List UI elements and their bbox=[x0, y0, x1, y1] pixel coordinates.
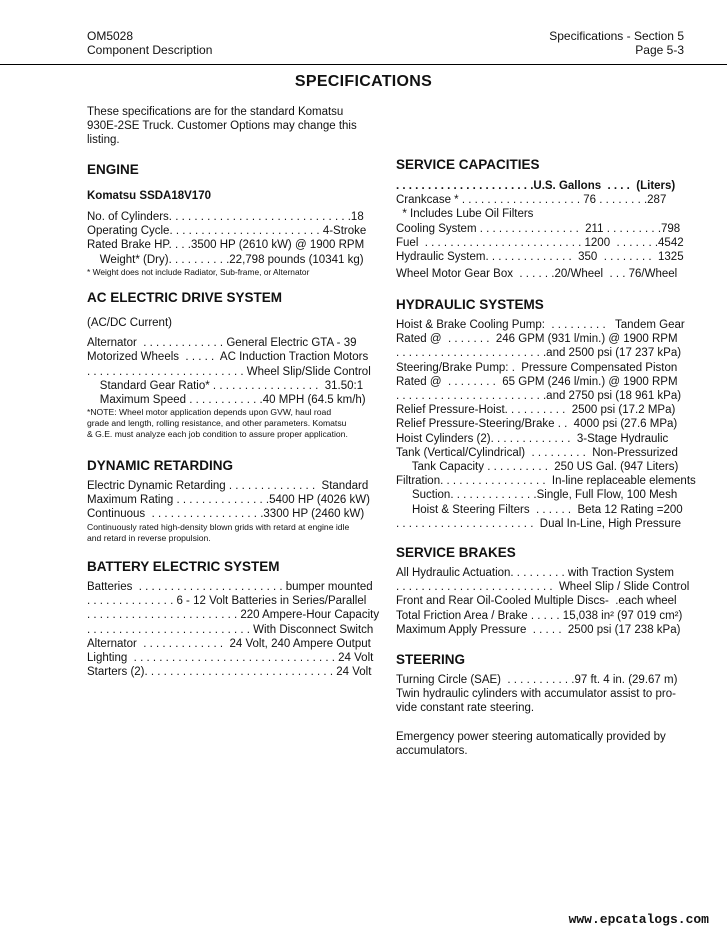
engine-heading: ENGINE bbox=[87, 162, 139, 177]
service-brakes-section bbox=[396, 545, 688, 637]
page-title: SPECIFICATIONS bbox=[294, 73, 433, 90]
spec-line: Starters (2). . . . . . . . . . . . . . . . . . . . . . . . . . . . . . 24 Volt bbox=[87, 666, 372, 679]
dynamic-retarding-heading: DYNAMIC RETARDING bbox=[87, 458, 233, 473]
intro-line: listing. bbox=[87, 134, 120, 147]
capacities-column-header: . . . . . . . . . . . . . . . . . . . . . .U.S. Gallons . . . . (Liters) bbox=[396, 180, 676, 192]
spec-line: Standard Gear Ratio* . . . . . . . . . . . . . . . . . 31.50:1 bbox=[87, 379, 364, 392]
ac-drive-note: *NOTE: Wheel motor application depends upon GVW, haul road bbox=[87, 407, 332, 418]
spec-line: Total Friction Area / Brake . . . . . 15,038 in² (97 019 cm²) bbox=[396, 609, 683, 622]
spec-line: Steering/Brake Pump: . Pressure Compensated Piston bbox=[396, 361, 678, 374]
intro-paragraph bbox=[87, 105, 375, 148]
spec-line: Rated Brake HP. . . .3500 HP (2610 kW) @ 1900 RPM bbox=[87, 239, 365, 252]
spec-line: Operating Cycle. . . . . . . . . . . . . . . . . . . . . . . . 4-Stroke bbox=[87, 225, 367, 238]
spec-line: Electric Dynamic Retarding . . . . . . . . . . . . . . Standard bbox=[87, 480, 369, 492]
battery-heading: BATTERY ELECTRIC SYSTEM bbox=[87, 559, 280, 574]
spec-line: Tank Capacity . . . . . . . . . . 250 US Gal. (947 Liters) bbox=[396, 461, 679, 474]
spec-line: Crankcase * . . . . . . . . . . . . . . . . . . . 76 . . . . . . . .287 bbox=[396, 194, 667, 207]
spec-line: No. of Cylinders. . . . . . . . . . . . . . . . . . . . . . . . . . . . .18 bbox=[87, 211, 364, 223]
spec-line: Weight* (Dry). . . . . . . . . .22,798 pounds (10341 kg) bbox=[87, 253, 364, 266]
ac-drive-note: & G.E. must analyze each job condition to assure proper application. bbox=[87, 429, 348, 440]
doc-code: OM5028 bbox=[87, 29, 134, 43]
section-title: Specifications - Section 5 bbox=[549, 29, 684, 43]
intro-line: 930E-2SE Truck. Customer Options may change this bbox=[87, 120, 357, 133]
spec-line: . . . . . . . . . . . . . . . . . . . . . . . .and 2750 psi (18 961 kPa) bbox=[396, 390, 682, 403]
dynamic-retarding-note: and retard in reverse propulsion. bbox=[87, 532, 211, 543]
engine-note: * Weight does not include Radiator, Sub-frame, or Alternator bbox=[87, 266, 310, 277]
left-column bbox=[87, 105, 377, 148]
spec-line: vide constant rate steering. bbox=[396, 702, 535, 715]
spec-line: Filtration. . . . . . . . . . . . . . . . . In-line replaceable elements bbox=[396, 475, 696, 488]
spec-line: . . . . . . . . . . . . . . . . . . . . . . . . . . With Disconnect Switch bbox=[87, 623, 374, 636]
spec-line: Cooling System . . . . . . . . . . . . . . . . 211 . . . . . . . . .798 bbox=[396, 222, 681, 235]
page-number: Page 5-3 bbox=[635, 43, 684, 57]
engine-model: Komatsu SSDA18V170 bbox=[87, 190, 211, 202]
spec-line: . . . . . . . . . . . . . . . . . . . . . . . . 220 Ampere-Hour Capacity bbox=[87, 609, 380, 622]
spacer bbox=[396, 716, 688, 730]
spec-line: . . . . . . . . . . . . . . . . . . . . . . . . . Wheel Slip / Slide Control bbox=[396, 581, 690, 594]
spec-line: Tank (Vertical/Cylindrical) . . . . . . . . . Non-Pressurized bbox=[396, 446, 678, 459]
dynamic-retarding-note: Continuously rated high-density blown grids with retard at engine idle bbox=[87, 521, 350, 532]
watermark-url: www.epcatalogs.com bbox=[568, 912, 709, 927]
spec-line: Turning Circle (SAE) . . . . . . . . . . .97 ft. 4 in. (29.67 m) bbox=[396, 674, 678, 686]
spec-line: Maximum Apply Pressure . . . . . 2500 psi (17 238 kPa) bbox=[396, 623, 681, 636]
battery-section bbox=[87, 559, 379, 679]
spec-line: Twin hydraulic cylinders with accumulator assist to pro- bbox=[396, 688, 676, 701]
dynamic-retarding-section bbox=[87, 458, 379, 544]
spec-line: Suction. . . . . . . . . . . . . .Single, Full Flow, 100 Mesh bbox=[396, 489, 678, 502]
spec-line: Rated @ . . . . . . . 246 GPM (931 l/min.) @ 1900 RPM bbox=[396, 333, 678, 346]
service-capacities-section bbox=[396, 157, 688, 281]
hydraulic-section bbox=[396, 297, 696, 531]
spec-line: Relief Pressure-Hoist. . . . . . . . . . 2500 psi (17.2 MPa) bbox=[396, 404, 676, 417]
spec-line: Hoist & Brake Cooling Pump: . . . . . . . . . Tandem Gear bbox=[396, 319, 685, 331]
ac-drive-section bbox=[87, 290, 379, 440]
spec-line: Maximum Rating . . . . . . . . . . . . . . .5400 HP (4026 kW) bbox=[87, 494, 370, 507]
header-rule bbox=[0, 64, 727, 65]
spec-line: Fuel . . . . . . . . . . . . . . . . . . . . . . . . . 1200 . . . . . . .4542 bbox=[396, 236, 684, 249]
spec-line: . . . . . . . . . . . . . . . . . . . . . . . .and 2500 psi (17 237 kPa) bbox=[396, 347, 682, 360]
intro-line: These specifications are for the standard Komatsu bbox=[87, 106, 344, 118]
spec-line: All Hydraulic Actuation. . . . . . . . . with Traction System bbox=[396, 567, 675, 579]
spec-line: accumulators. bbox=[396, 744, 468, 757]
ac-drive-note: grade and length, rolling resistance, and other parameters. Komatsu bbox=[87, 418, 347, 429]
spec-line: Wheel Motor Gear Box . . . . . .20/Wheel . . . 76/Wheel bbox=[396, 268, 678, 281]
spec-line: Relief Pressure-Steering/Brake . . 4000 psi (27.6 MPa) bbox=[396, 418, 678, 431]
service-brakes-heading: SERVICE BRAKES bbox=[396, 545, 516, 560]
spec-line: * Includes Lube Oil Filters bbox=[396, 208, 534, 221]
spec-line: Hoist Cylinders (2). . . . . . . . . . . . . 3-Stage Hydraulic bbox=[396, 432, 669, 445]
hydraulic-heading: HYDRAULIC SYSTEMS bbox=[396, 297, 544, 312]
spec-line: Motorized Wheels . . . . . AC Induction Traction Motors bbox=[87, 351, 369, 364]
ac-drive-heading: AC ELECTRIC DRIVE SYSTEM bbox=[87, 290, 283, 305]
service-capacities-heading: SERVICE CAPACITIES bbox=[396, 157, 540, 172]
spec-line: Alternator . . . . . . . . . . . . . General Electric GTA - 39 bbox=[87, 337, 357, 350]
spec-line: . . . . . . . . . . . . . . . . . . . . . . . . . Wheel Slip/Slide Control bbox=[87, 365, 371, 378]
spec-line: . . . . . . . . . . . . . . 6 - 12 Volt Batteries in Series/Parallel bbox=[87, 595, 367, 608]
ac-drive-subtitle: (AC/DC Current) bbox=[87, 317, 172, 329]
spec-line: Rated @ . . . . . . . . 65 GPM (246 l/min.) @ 1900 RPM bbox=[396, 375, 678, 388]
spec-line: Maximum Speed . . . . . . . . . . . .40 MPH (64.5 km/h) bbox=[87, 394, 366, 407]
spec-line: Continuous . . . . . . . . . . . . . . . . . .3300 HP (2460 kW) bbox=[87, 508, 365, 521]
spec-line: Alternator . . . . . . . . . . . . . 24 Volt, 240 Ampere Output bbox=[87, 637, 371, 650]
engine-section bbox=[87, 162, 379, 278]
spec-line: Batteries . . . . . . . . . . . . . . . . . . . . . . . bumper mounted bbox=[87, 581, 373, 593]
spec-line: Emergency power steering automatically provided by bbox=[396, 730, 666, 743]
spec-line: Front and Rear Oil-Cooled Multiple Discs- .each wheel bbox=[396, 595, 677, 608]
spec-line: Hoist & Steering Filters . . . . . . Beta 12 Rating =200 bbox=[396, 503, 683, 516]
doc-section-label: Component Description bbox=[87, 43, 213, 57]
spec-line: . . . . . . . . . . . . . . . . . . . . . . Dual In-Line, High Pressure bbox=[396, 517, 682, 530]
steering-section bbox=[396, 652, 688, 758]
spec-line: Lighting . . . . . . . . . . . . . . . . . . . . . . . . . . . . . . . . 24 Volt bbox=[87, 652, 374, 665]
steering-heading: STEERING bbox=[396, 652, 466, 667]
spec-line: Hydraulic System. . . . . . . . . . . . . . 350 . . . . . . . . 1325 bbox=[396, 251, 684, 264]
